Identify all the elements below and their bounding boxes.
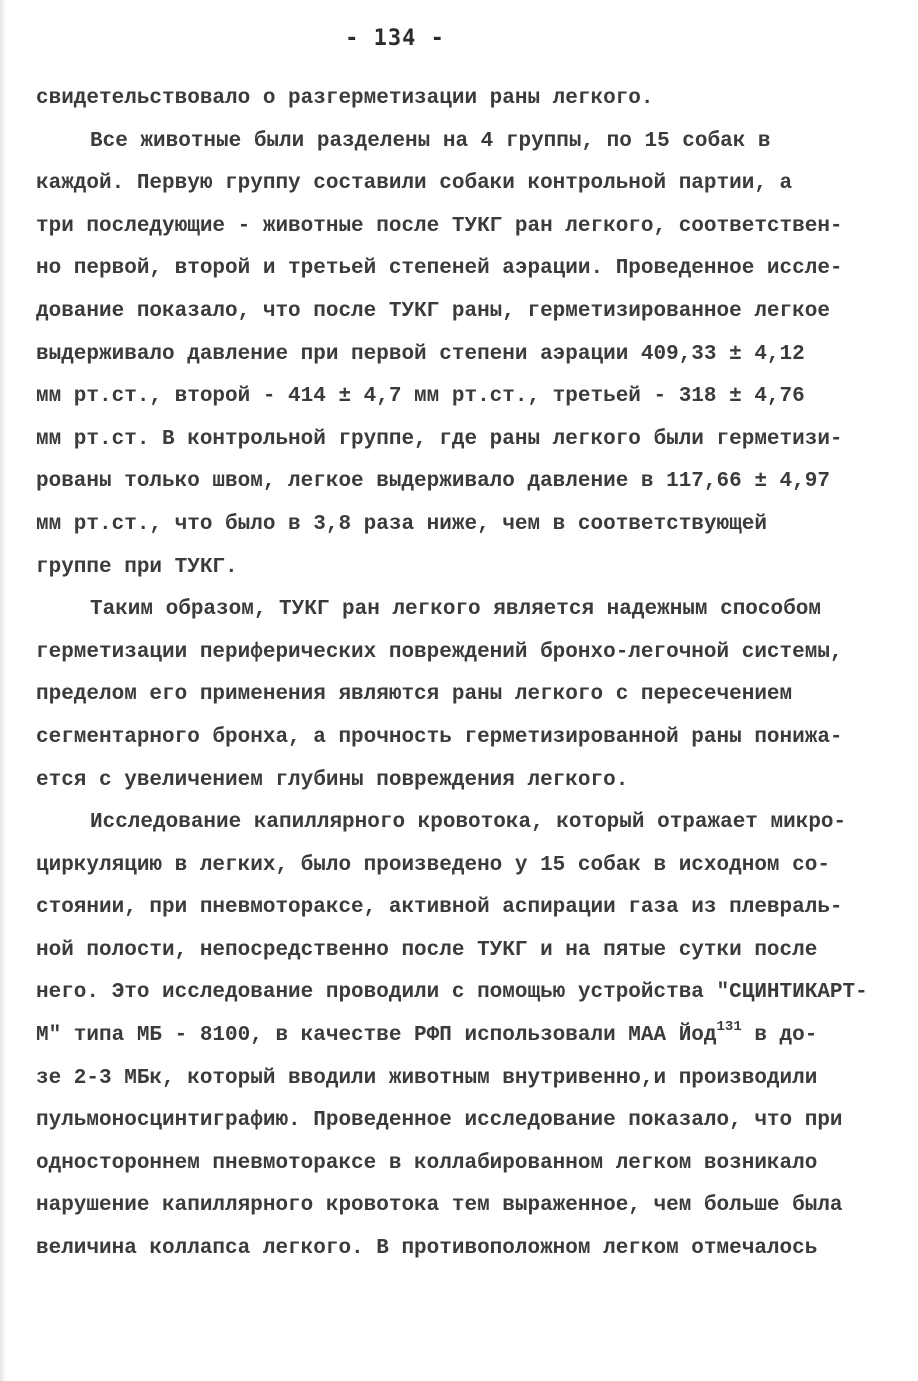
text-line: зе 2-3 МБк, который вводили животным внутривенно,и производили	[36, 1066, 818, 1090]
body-text	[36, 78, 876, 1271]
text-line: циркуляцию в легких, было произведено у 15 собак в исходном со-	[36, 853, 830, 877]
text-line: одностороннем пневмотораксе в коллабированном легком возникало	[36, 1151, 818, 1175]
text-line: пределом его применения являются раны легкого с пересечением	[36, 683, 793, 707]
text-line: Исследование капиллярного кровотока, который отражает микро-	[90, 811, 847, 835]
text-line: нарушение капиллярного кровотока тем выраженное, чем больше была	[36, 1194, 843, 1218]
text-line: сегментарного бронха, а прочность герметизированной раны понижа-	[36, 725, 843, 749]
text-line: мм рт.ст., второй - 414 ± 4,7 мм рт.ст., третьей - 318 ± 4,76	[36, 385, 805, 409]
text-line: выдерживало давление при первой степени аэрации 409,33 ± 4,12	[36, 342, 805, 366]
text-line: Все животные были разделены на 4 группы, по 15 собак в	[90, 129, 771, 153]
text-line: стоянии, при пневмотораксе, активной аспирации газа из плевраль-	[36, 896, 843, 920]
text-line: мм рт.ст. В контрольной группе, где раны легкого были герметизи-	[36, 427, 843, 451]
text-line: каждой. Первую группу составили собаки контрольной партии, а	[36, 172, 793, 196]
text-line: него. Это исследование проводили с помощью устройства "СЦИНТИКАРТ-	[36, 981, 868, 1005]
text-line: пульмоносцинтиграфию. Проведенное исследование показало, что при	[36, 1109, 843, 1133]
text-line: рованы только швом, легкое выдерживало давление в 117,66 ± 4,97	[36, 470, 830, 494]
text-line: ной полости, непосредственно после ТУКГ и на пятые сутки после	[36, 938, 818, 962]
text-line: свидетельствовало о разгерметизации раны легкого.	[36, 87, 654, 110]
text-line: три последующие - животные после ТУКГ ран легкого, соответствен-	[36, 214, 843, 238]
isotope-superscript: 131	[716, 1019, 742, 1036]
text-line: группе при ТУКГ.	[36, 555, 238, 579]
page-number: - 134 -	[345, 26, 445, 51]
text-line-with-superscript	[36, 1015, 876, 1058]
text-line: дование показало, что после ТУКГ раны, герметизированное легкое	[36, 299, 830, 323]
text-line: ется с увеличением глубины повреждения легкого.	[36, 768, 629, 792]
text-line: Таким образом, ТУКГ ран легкого является надежным способом	[90, 598, 821, 622]
text-line: но первой, второй и третьей степеней аэрации. Проведенное иссле-	[36, 257, 843, 281]
text-line: величина коллапса легкого. В противоположном легком отмечалось	[36, 1237, 818, 1261]
text-segment: М" типа МБ - 8100, в качестве РФП использовали МАА Йод	[36, 1024, 717, 1048]
text-segment: в до-	[741, 1024, 818, 1048]
scan-edge	[0, 0, 6, 1381]
text-line: герметизации периферических повреждений бронхо-легочной системы,	[36, 640, 843, 664]
text-line: мм рт.ст., что было в 3,8 раза ниже, чем в соответствующей	[36, 512, 767, 536]
